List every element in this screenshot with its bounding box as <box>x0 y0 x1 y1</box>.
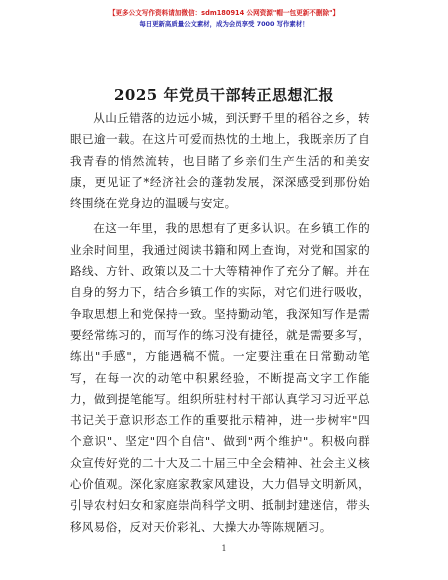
banner-promo-line: 【更多公文写作资料请加微信：sdm180914 公网资源"帽一包更新不删除"】 <box>108 9 340 17</box>
page-number: 1 <box>221 544 227 553</box>
paragraph-1: 从山丘错落的边远小城，到沃野千里的稻谷之乡，转眼已逾一载。在这片可爱而热忱的土地上，我既亲历了自我青春的悄然流转，也目睹了乡亲们生产生活的和美安康，更见证了*经济社会的蓬勃发展，深深感受到那份始终围绕在党身边的温暖与安定。 <box>70 111 370 211</box>
banner-update-line: 每日更新高质量公文素材，成为会员享受 7000 写作素材！ <box>139 20 309 28</box>
header-banner <box>0 8 448 30</box>
paragraph-2: 在这一年里，我的思想有了更多认识。在乡镇工作的业余时间里，我通过阅读书籍和网上查询，对党和国家的路线、方针、政策以及二十大等精神作了充分了解。并在自身的努力下，结合乡镇工作的实际，对它们进行吸收，争取思想上和党保持一致。坚持勤动笔，我深知写作是需要经常练习的，而写作的练习没有捷径，就是需要多写，练出"手感"，方能遇稿不慌。一定要注重在日常勤动笔写，在每一次的动笔中积累经验，不断提高文字工作能力，做到提笔能写。组织所驻村村干部认真学习习近平总书记关于意识形态工作的重要批示精神，进一步树牢"四个意识"、坚定"四个自信"、做到"两个维护"。积极向群众宣传好党的二十大及二十届三中全会精神、社会主义核心价值观。深化家庭家教家风建设，大力倡导文明新风，引导农村妇女和家庭崇尚科学文明、抵制封建迷信，带头移风易俗，反对天价彩礼、大操大办等陈规陋习。 <box>70 221 370 534</box>
document-body <box>70 108 370 538</box>
document-title: 2025 年党员干部转正思想汇报 <box>114 86 334 104</box>
